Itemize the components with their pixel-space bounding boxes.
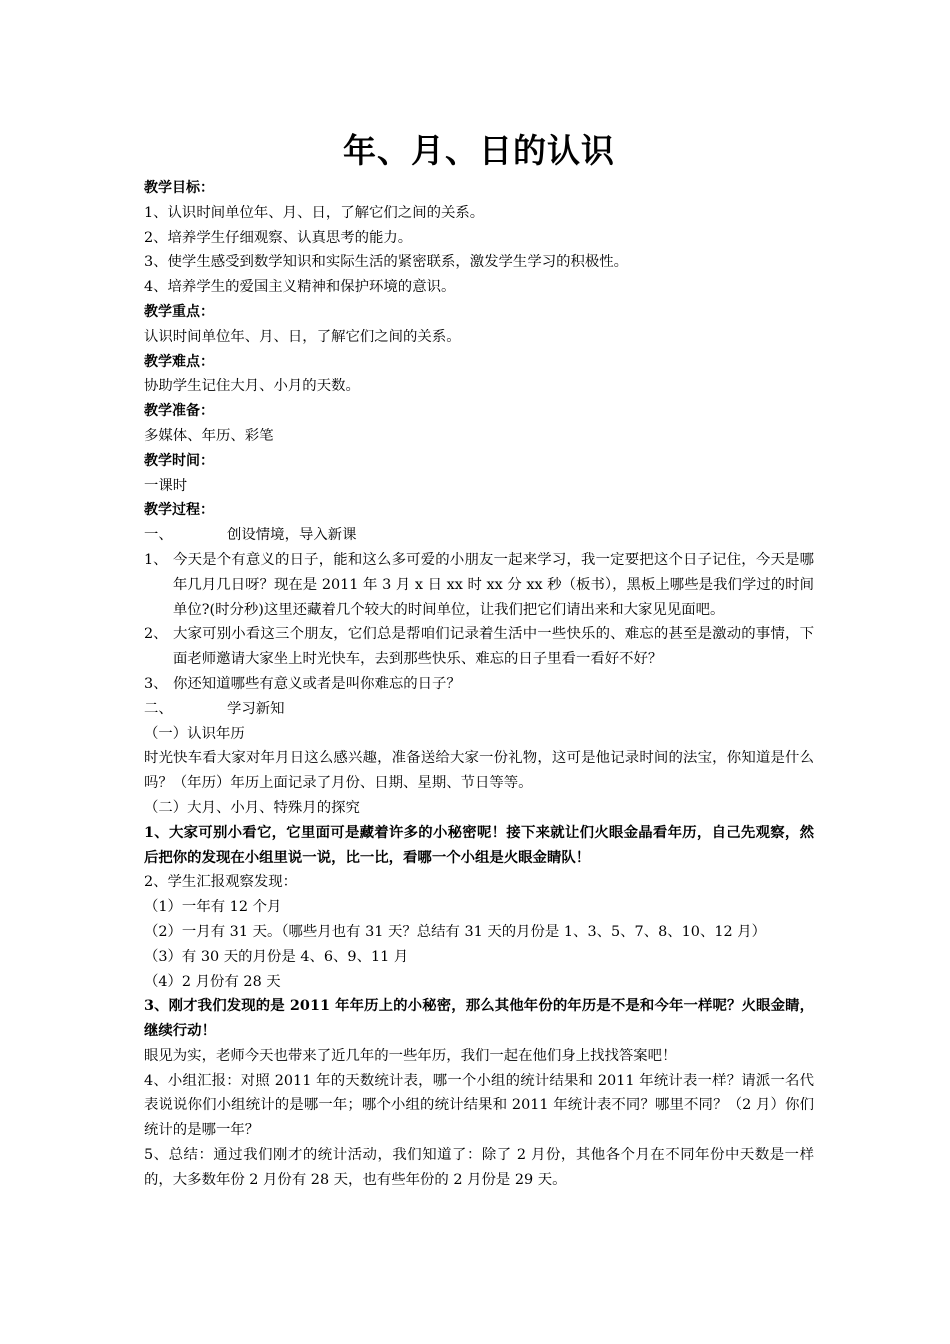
list-item bbox=[144, 548, 814, 622]
section-heading-1 bbox=[144, 523, 814, 548]
finding-item: （4）2 月份有 28 天 bbox=[144, 973, 281, 990]
key-point-heading: 教学重点： bbox=[144, 303, 214, 320]
time-heading: 教学时间： bbox=[144, 452, 214, 469]
item-number: 2、 bbox=[144, 626, 168, 643]
paragraph: 2、学生汇报观察发现： bbox=[144, 874, 298, 891]
objective-item: 4、培养学生的爱国主义精神和保护环境的意识。 bbox=[144, 279, 456, 296]
item-text: 大家可别小看这三个朋友，它们总是帮咱们记录着生活中一些快乐的、难忘的甚至是激动的事情，下面老师邀请大家坐上时光快车，去到那些快乐、难忘的日子里看一看好不好？ bbox=[173, 626, 814, 668]
key-point-text: 认识时间单位年、月、日，了解它们之间的关系。 bbox=[144, 328, 461, 345]
time-text: 一课时 bbox=[144, 477, 188, 494]
section-number: 一、 bbox=[144, 527, 173, 544]
bold-paragraph: 1、大家可别小看它，它里面可是藏着许多的小秘密呢！接下来就让们火眼金晶看年历，自己先观察，然后把你的发现在小组里说一说，比一比，看哪一个小组是火眼金睛队！ bbox=[144, 823, 814, 866]
preparation-heading: 教学准备： bbox=[144, 403, 214, 420]
section-number: 二、 bbox=[144, 700, 173, 717]
item-number: 3、 bbox=[144, 675, 168, 692]
item-text: 今天是个有意义的日子，能和这么多可爱的小朋友一起来学习，我一定要把这个日子记住，今天是哪年几月几日呀？现在是 2011 年 3 月 x 日 xx 时 xx 分 xx 秒（板书），黑板上哪些是我们学过的时间单位?(时分秒)这里还藏着几个较大的时间单位，让我们把它们请出来和大家见见面吧。 bbox=[173, 551, 814, 618]
section-title: 学习新知 bbox=[227, 700, 285, 717]
objective-item: 2、培养学生仔细观察、认真思考的能力。 bbox=[144, 229, 413, 246]
section-title: 创设情境，导入新课 bbox=[227, 527, 357, 544]
section-heading-2 bbox=[144, 697, 814, 722]
preparation-text: 多媒体、年历、彩笔 bbox=[144, 427, 274, 444]
document-page bbox=[144, 128, 814, 1193]
finding-item: （3）有 30 天的月份是 4、6、9、11 月 bbox=[144, 948, 409, 965]
difficulty-text: 协助学生记住大月、小月的天数。 bbox=[144, 378, 360, 395]
bold-paragraph: 3、刚才我们发现的是 2011 年年历上的小秘密，那么其他年份的年历是不是和今年一样呢？火眼金睛，继续行动！ bbox=[144, 997, 814, 1040]
list-item bbox=[144, 622, 814, 672]
subsection-heading: （二）大月、小月、特殊月的探究 bbox=[144, 799, 360, 816]
process-heading: 教学过程： bbox=[144, 502, 214, 519]
paragraph: 时光快车看大家对年月日这么感兴趣，准备送给大家一份礼物，这可是他记录时间的法宝，你知道是什么吗？（年历）年历上面记录了月份、日期、星期、节日等等。 bbox=[144, 750, 814, 792]
objectives-heading: 教学目标： bbox=[144, 180, 214, 196]
paragraph: 4、小组汇报：对照 2011 年的天数统计表，哪一个小组的统计结果和 2011 年统计表一样？请派一名代表说说你们小组统计的是哪一年；哪个小组的统计结果和 2011 年统计表不同？哪里不同？（2 月）你们统计的是哪一年？ bbox=[144, 1072, 814, 1139]
subsection-heading: （一）认识年历 bbox=[144, 725, 245, 742]
item-text: 你还知道哪些有意义或者是叫你难忘的日子？ bbox=[173, 675, 461, 692]
finding-item: （1）一年有 12 个月 bbox=[144, 899, 282, 916]
objective-item: 1、认识时间单位年、月、日，了解它们之间的关系。 bbox=[144, 204, 485, 221]
item-number: 1、 bbox=[144, 551, 168, 568]
finding-item: （2）一月有 31 天。（哪些月也有 31 天？总结有 31 天的月份是 1、3、5、7、8、10、12 月） bbox=[144, 923, 766, 940]
objective-item: 3、使学生感受到数学知识和实际生活的紧密联系，激发学生学习的积极性。 bbox=[144, 254, 629, 271]
paragraph: 眼见为实，老师今天也带来了近几年的一些年历，我们一起在他们身上找找答案吧！ bbox=[144, 1047, 677, 1064]
document-title: 年、月、日的认识 bbox=[343, 131, 615, 170]
list-item bbox=[144, 672, 814, 697]
paragraph: 5、总结：通过我们刚才的统计活动，我们知道了：除了 2 月份，其他各个月在不同年份中天数是一样的，大多数年份 2 月份有 28 天，也有些年份的 2 月份是 29 天。 bbox=[144, 1147, 814, 1188]
difficulty-heading: 教学难点： bbox=[144, 353, 214, 370]
